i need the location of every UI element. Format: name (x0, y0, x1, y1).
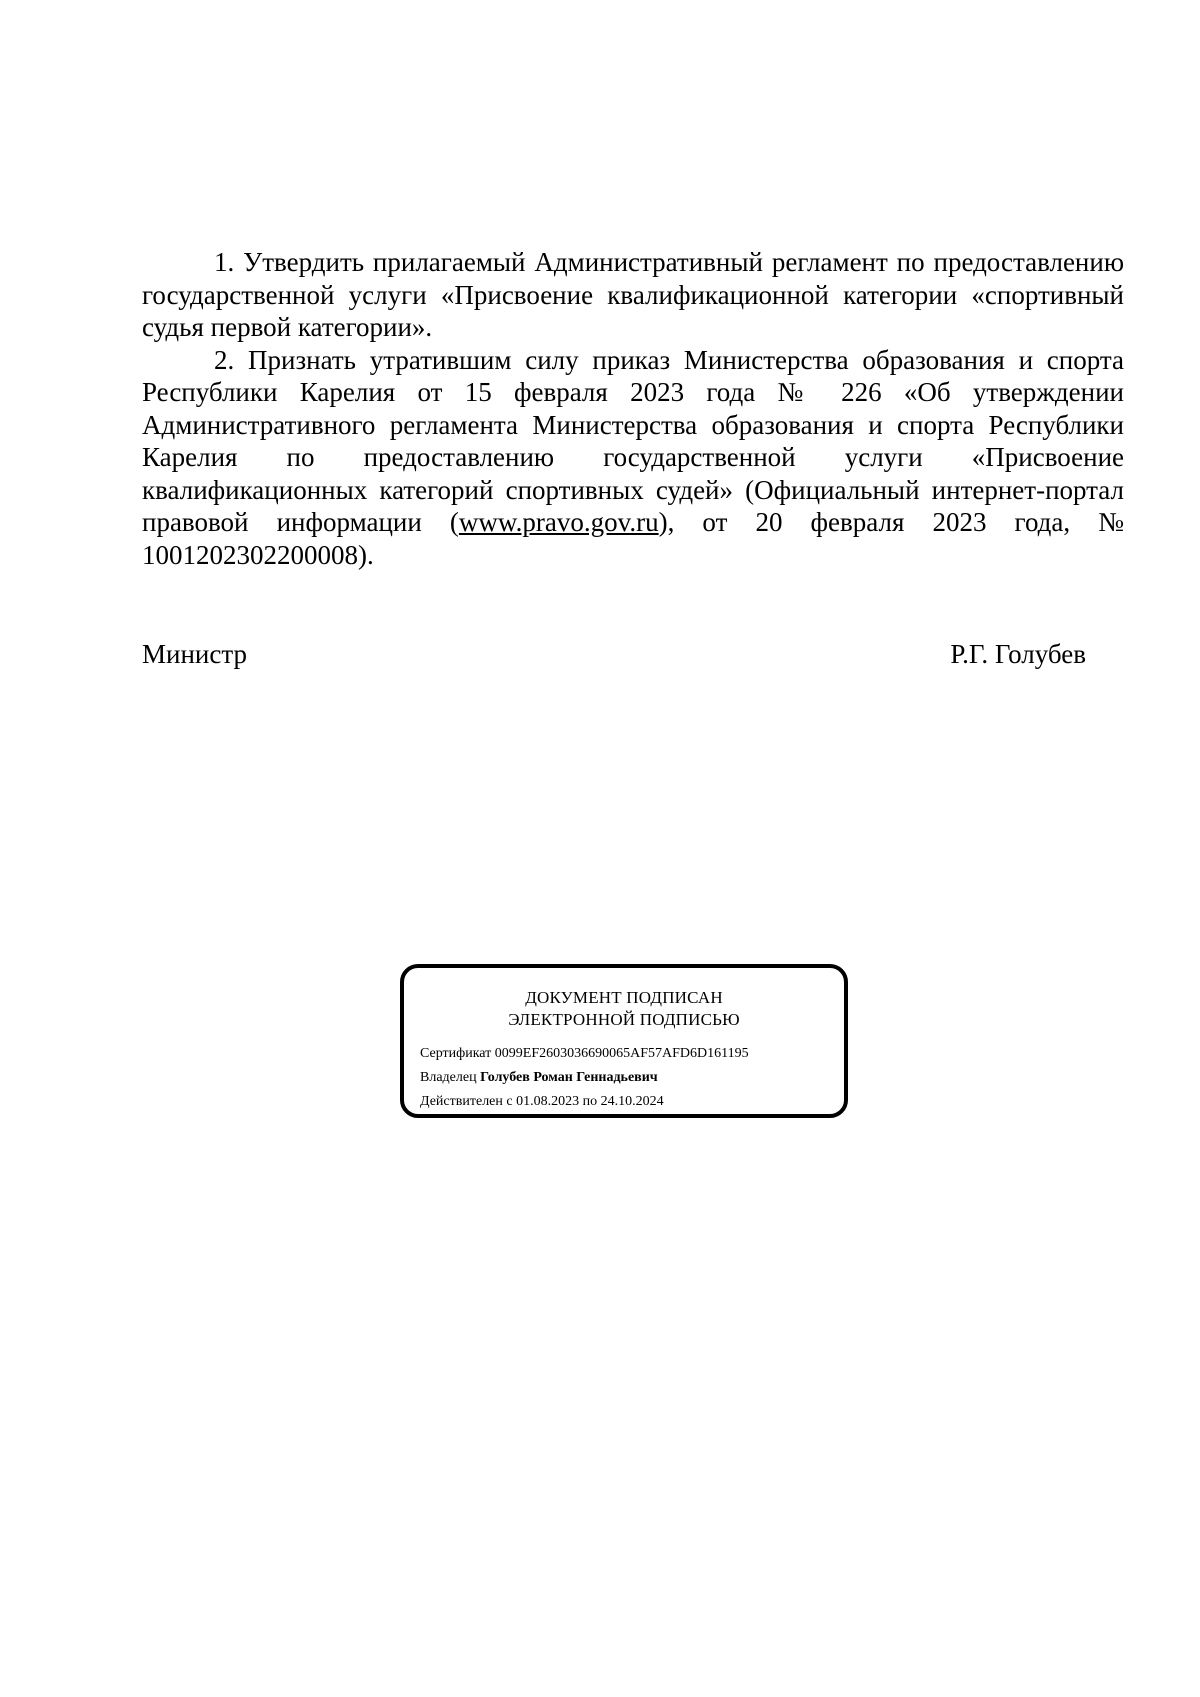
signer-position: Министр (142, 639, 247, 669)
stamp-certificate-line (420, 1042, 749, 1066)
electronic-signature-stamp (400, 964, 848, 1118)
stamp-title-line-1: ДОКУМЕНТ ПОДПИСАН (525, 988, 723, 1007)
stamp-title-line-2: ЭЛЕКТРОННОЙ ПОДПИСЬЮ (508, 1010, 740, 1029)
certificate-label: Сертификат (420, 1046, 492, 1061)
signature-block (142, 638, 1086, 670)
valid-to: 24.10.2024 (600, 1094, 664, 1109)
valid-to-label: по (582, 1094, 598, 1109)
owner-label: Владелец (420, 1070, 477, 1085)
stamp-validity-line (420, 1090, 749, 1114)
certificate-value: 0099EF2603036690065AF57AFD6D161195 (494, 1046, 749, 1061)
valid-label: Действителен с (420, 1094, 513, 1109)
stamp-title (404, 987, 844, 1031)
document-body (142, 246, 1124, 571)
pravo-link[interactable]: www.pravo.gov.ru (458, 507, 659, 537)
stamp-details (420, 1042, 749, 1114)
owner-value: Голубев Роман Геннадьевич (480, 1070, 658, 1085)
paragraph-2 (142, 344, 1124, 572)
paragraph-1: 1. Утвердить прилагаемый Административный регламент по предоставлению государственной услуги «Присвоение квалификационной категории «спортивный судья первой категории». (142, 247, 1124, 342)
signer-name: Р.Г. Голубев (950, 639, 1086, 669)
paragraph-2-text-start: 2. Признать утратившим силу приказ Министерства образования и спорта Республики Карелия от 15 февраля 2023 года № 226 «Об утверждении Административного регламента Министерства образования и спорта Республики Карелия по предоставлению государственной услуги «Присвоение квалификационных категорий спортивных судей» (Официальный интернет-портал правовой информации ( (142, 344, 1124, 537)
valid-from: 01.08.2023 (516, 1094, 580, 1109)
paragraph-2-text-end: ), от 20 февраля 2023 года, № 1001202302200008). (142, 507, 1124, 570)
stamp-owner-line (420, 1066, 749, 1090)
